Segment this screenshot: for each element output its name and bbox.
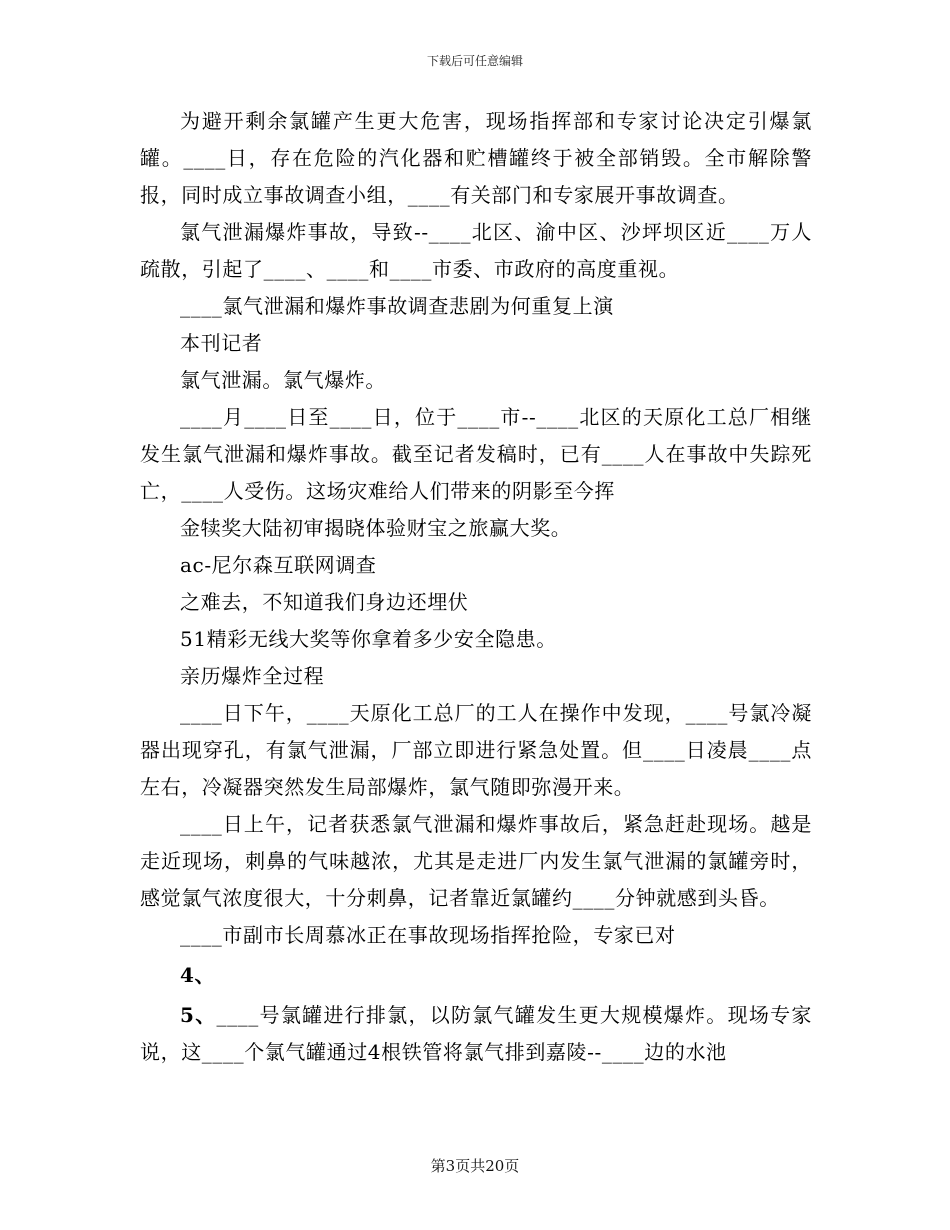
paragraph: ____月____日至____日，位于____市--____北区的天原化工总厂相继发生氯气泄漏和爆炸事故。截至记者发稿时，已有____人在事故中失踪死亡，____人受伤。这场灾难给人们带来的阴影至今挥: [140, 405, 812, 503]
byline: 本刊记者: [180, 331, 263, 355]
article-title: ____氯气泄漏和爆炸事故调查悲剧为何重复上演: [180, 294, 614, 318]
paragraph: 之难去，不知道我们身边还埋伏: [180, 590, 469, 614]
list-item-4: [140, 957, 812, 994]
list-item-5: [140, 997, 812, 1071]
paragraph: 51精彩无线大奖等你拿着多少安全隐患。: [180, 627, 557, 651]
paragraph: ____市副市长周慕冰正在事故现场指挥抢险，专家已对: [180, 923, 676, 947]
list-marker: 4、: [180, 963, 216, 987]
list-item-text: ____号氯罐进行排氯，以防氯气罐发生更大规模爆炸。现场专家说，这____个氯气罐通过4根铁管将氯气排到嘉陵--____边的水池: [140, 1003, 812, 1064]
section-heading: 亲历爆炸全过程: [180, 664, 325, 688]
ad-line: ac-尼尔森互联网调查: [180, 553, 377, 577]
paragraph: 氯气泄漏爆炸事故，导致--____北区、渝中区、沙坪坝区近____万人疏散，引起了____、____和____市委、市政府的高度重视。: [140, 220, 812, 281]
ad-line: 金犊奖大陆初审揭晓体验财宝之旅赢大奖。: [180, 516, 572, 540]
list-marker: 5、: [180, 1003, 217, 1027]
paragraph: ____日上午，记者获悉氯气泄漏和爆炸事故后，紧急赶赴现场。越是走近现场，刺鼻的气味越浓，尤其是走进厂内发生氯气泄漏的氯罐旁时，感觉氯气浓度很大，十分刺鼻，记者靠近氯罐约____分钟就感到头昏。: [140, 812, 812, 910]
paragraph: 为避开剩余氯罐产生更大危害，现场指挥部和专家讨论决定引爆氯罐。____日，存在危险的汽化器和贮槽罐终于被全部销毁。全市解除警报，同时成立事故调查小组，____有关部门和专家展开事故调查。: [140, 109, 812, 207]
document-body: [140, 103, 812, 1071]
paragraph: ____日下午，____天原化工总厂的工人在操作中发现，____号氯冷凝器出现穿孔，有氯气泄漏，厂部立即进行紧急处置。但____日凌晨____点左右，冷凝器突然发生局部爆炸，氯气随即弥漫开来。: [140, 701, 812, 799]
page-header: 下载后可任意编辑: [426, 54, 523, 68]
page-footer: 第3页共20页: [430, 1157, 520, 1175]
paragraph: 氯气泄漏。氯气爆炸。: [180, 368, 386, 392]
